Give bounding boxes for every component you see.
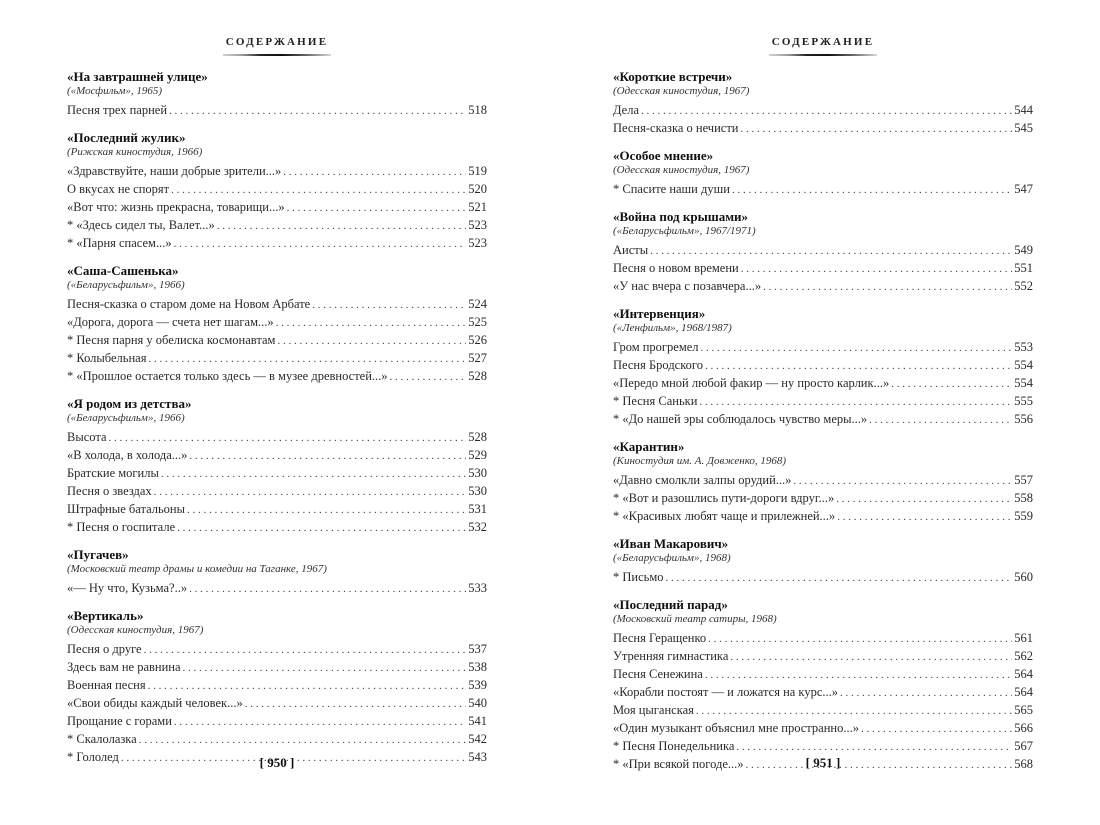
dot-leader bbox=[148, 351, 466, 368]
entry-title: * «До нашей эры соблюдалось чувство меры...» bbox=[613, 412, 868, 426]
entry-title: Песня Сенежина bbox=[613, 667, 703, 681]
section-subtitle: (Московский театр сатиры, 1968) bbox=[613, 613, 777, 625]
toc-section bbox=[67, 608, 487, 767]
section-subtitle: (Рижская киностудия, 1966) bbox=[67, 146, 203, 158]
entry-title: * Письмо bbox=[613, 570, 664, 584]
dot-leader bbox=[869, 412, 1012, 429]
section-subtitle: (Одесская киностудия, 1967) bbox=[613, 85, 750, 97]
entry-title: «Один музыкант объяснил мне пространно...» bbox=[613, 721, 859, 735]
running-head: СОДЕРЖАНИЕ bbox=[771, 36, 875, 48]
dot-leader bbox=[189, 581, 466, 598]
section-subtitle: (Одесская киностудия, 1967) bbox=[613, 164, 750, 176]
dot-leader bbox=[154, 484, 467, 501]
toc-entry[interactable] bbox=[613, 684, 1033, 702]
toc-section bbox=[613, 597, 1033, 774]
section-subtitle: (Киностудия им. А. Довженко, 1968) bbox=[613, 455, 787, 467]
left-page bbox=[67, 0, 487, 825]
dot-leader bbox=[708, 631, 1012, 648]
entry-page-number: 521 bbox=[468, 200, 487, 214]
dot-leader bbox=[837, 509, 1012, 526]
entry-title: * Песня Понедельника bbox=[613, 739, 735, 753]
entry-page-number: 539 bbox=[468, 678, 487, 692]
entry-title: «— Ну что, Кузьма?..» bbox=[67, 581, 188, 595]
toc-section bbox=[67, 396, 487, 537]
dot-leader bbox=[144, 642, 467, 659]
dot-leader bbox=[171, 182, 466, 199]
entry-page-number: 553 bbox=[1014, 340, 1033, 354]
entry-title: Песня Бродского bbox=[613, 358, 703, 372]
toc-entry[interactable] bbox=[613, 472, 1033, 490]
dot-leader bbox=[161, 466, 466, 483]
entry-page-number: 560 bbox=[1014, 570, 1033, 584]
section-title: «Вертикаль» bbox=[67, 608, 144, 623]
dot-leader bbox=[217, 218, 467, 235]
entry-page-number: 565 bbox=[1014, 703, 1033, 717]
section-title: «Иван Макарович» bbox=[613, 536, 729, 551]
dot-leader bbox=[312, 297, 466, 314]
entry-title: Песня-сказка о старом доме на Новом Арбате bbox=[67, 297, 311, 311]
entry-page-number: 549 bbox=[1014, 243, 1033, 257]
toc-entry[interactable] bbox=[613, 666, 1033, 684]
toc-section bbox=[67, 263, 487, 386]
entry-title: Утренняя гимнастика bbox=[613, 649, 729, 663]
entry-title: * «При всякой погоде...» bbox=[613, 757, 744, 771]
entry-title: Военная песня bbox=[67, 678, 146, 692]
section-subtitle: («Беларусьфильм», 1967/1971) bbox=[613, 225, 756, 237]
toc-entry[interactable] bbox=[613, 278, 1033, 296]
entry-page-number: 523 bbox=[468, 218, 487, 232]
entry-page-number: 526 bbox=[468, 333, 487, 347]
entry-title: * «Прошлое остается только здесь — в музее древностей...» bbox=[67, 369, 388, 383]
entry-page-number: 530 bbox=[468, 484, 487, 498]
section-subtitle: (Московский театр драмы и комедии на Таганке, 1967) bbox=[67, 563, 327, 575]
toc-entry[interactable] bbox=[613, 357, 1033, 375]
entry-title: * Песня о госпитале bbox=[67, 520, 176, 534]
entry-title: * «Здесь сидел ты, Валет...» bbox=[67, 218, 215, 232]
right-page bbox=[613, 0, 1033, 825]
toc-entry[interactable] bbox=[67, 580, 487, 598]
dot-leader bbox=[109, 430, 467, 447]
entry-page-number: 564 bbox=[1014, 685, 1033, 699]
toc-entry[interactable] bbox=[67, 501, 487, 519]
section-subtitle: («Беларусьфильм», 1968) bbox=[613, 552, 731, 564]
page-number: [ 951 ] bbox=[805, 755, 841, 770]
entry-title: Штрафные батальоны bbox=[67, 502, 186, 516]
entry-page-number: 568 bbox=[1014, 757, 1033, 771]
toc-entry[interactable] bbox=[67, 483, 487, 501]
toc-section bbox=[67, 547, 487, 598]
entry-page-number: 518 bbox=[468, 103, 487, 117]
section-subtitle: («Мосфильм», 1965) bbox=[67, 85, 163, 97]
dot-leader bbox=[861, 721, 1012, 738]
entry-page-number: 562 bbox=[1014, 649, 1033, 663]
toc-entry[interactable] bbox=[613, 102, 1033, 120]
dot-leader bbox=[741, 121, 1013, 138]
dot-leader bbox=[836, 491, 1012, 508]
entry-page-number: 554 bbox=[1014, 376, 1033, 390]
entry-page-number: 523 bbox=[468, 236, 487, 250]
entry-title: Песня-сказка о нечисти bbox=[613, 121, 739, 135]
dot-leader bbox=[169, 103, 466, 120]
section-title: «Карантин» bbox=[613, 439, 685, 454]
toc-entry[interactable] bbox=[613, 393, 1033, 411]
entry-title: Прощание с горами bbox=[67, 714, 172, 728]
toc-entry[interactable] bbox=[67, 429, 487, 447]
entry-title: * Песня парня у обелиска космонавтам bbox=[67, 333, 276, 347]
entry-title: * «Парня спасем...» bbox=[67, 236, 172, 250]
toc-entry[interactable] bbox=[613, 411, 1033, 429]
entry-title: «Корабли постоят — и ложатся на курс...» bbox=[613, 685, 839, 699]
toc-entry[interactable] bbox=[67, 641, 487, 659]
toc-entry[interactable] bbox=[67, 332, 487, 350]
entry-title: «Здравствуйте, наши добрые зрители...» bbox=[67, 164, 282, 178]
dot-leader bbox=[390, 369, 467, 386]
section-title: «Пугачев» bbox=[67, 547, 129, 562]
entry-title: Моя цыганская bbox=[613, 703, 694, 717]
toc-entry[interactable] bbox=[67, 163, 487, 181]
dot-leader bbox=[187, 502, 466, 519]
toc-entry[interactable] bbox=[67, 519, 487, 537]
entry-page-number: 519 bbox=[468, 164, 487, 178]
dot-leader bbox=[730, 649, 1012, 666]
entry-page-number: 561 bbox=[1014, 631, 1033, 645]
dot-leader bbox=[732, 182, 1012, 199]
toc-entry[interactable] bbox=[613, 120, 1033, 138]
entry-title: * Спасите наши души bbox=[613, 182, 730, 196]
toc-entry[interactable] bbox=[67, 368, 487, 386]
toc-entry[interactable] bbox=[613, 260, 1033, 278]
entry-page-number: 533 bbox=[468, 581, 487, 595]
entry-page-number: 558 bbox=[1014, 491, 1033, 505]
section-title: «На завтрашней улице» bbox=[67, 69, 208, 84]
section-subtitle: («Беларусьфильм», 1966) bbox=[67, 412, 185, 424]
entry-page-number: 527 bbox=[468, 351, 487, 365]
header-rule bbox=[223, 54, 331, 56]
entry-title: * Скалолазка bbox=[67, 732, 137, 746]
entry-page-number: 529 bbox=[468, 448, 487, 462]
toc-entry[interactable] bbox=[613, 490, 1033, 508]
entry-page-number: 566 bbox=[1014, 721, 1033, 735]
entry-page-number: 541 bbox=[468, 714, 487, 728]
toc-entry[interactable] bbox=[613, 569, 1033, 587]
dot-leader bbox=[277, 333, 466, 350]
dot-leader bbox=[287, 200, 467, 217]
section-title: «Последний жулик» bbox=[67, 130, 186, 145]
dot-leader bbox=[696, 703, 1012, 720]
toc-entry[interactable] bbox=[67, 181, 487, 199]
entry-title: «Дорога, дорога — счета нет шагам...» bbox=[67, 315, 274, 329]
dot-leader bbox=[183, 660, 467, 677]
entry-page-number: 556 bbox=[1014, 412, 1033, 426]
dot-leader bbox=[699, 394, 1012, 411]
section-subtitle: (Одесская киностудия, 1967) bbox=[67, 624, 204, 636]
entry-title: * Колыбельная bbox=[67, 351, 147, 365]
dot-leader bbox=[705, 358, 1012, 375]
toc-entry[interactable] bbox=[613, 630, 1033, 648]
section-title: «Последний парад» bbox=[613, 597, 728, 612]
header-rule bbox=[769, 54, 877, 56]
section-title: «Интервенция» bbox=[613, 306, 706, 321]
entry-title: «Давно смолкли залпы орудий...» bbox=[613, 473, 792, 487]
entry-page-number: 555 bbox=[1014, 394, 1033, 408]
toc-entry[interactable] bbox=[67, 235, 487, 253]
toc-entry[interactable] bbox=[67, 217, 487, 235]
entry-page-number: 540 bbox=[468, 696, 487, 710]
entry-title: * Песня Саньки bbox=[613, 394, 698, 408]
toc-entry[interactable] bbox=[613, 375, 1033, 393]
section-title: «Короткие встречи» bbox=[613, 69, 733, 84]
toc-entry[interactable] bbox=[613, 181, 1033, 199]
toc-list bbox=[613, 69, 1033, 784]
entry-title: Песня о новом времени bbox=[613, 261, 739, 275]
toc-section bbox=[613, 536, 1033, 587]
toc-entry[interactable] bbox=[613, 720, 1033, 738]
entry-page-number: 543 bbox=[468, 750, 487, 764]
toc-entry[interactable] bbox=[67, 102, 487, 120]
entry-title: * «Красивых любят чаще и прилежней...» bbox=[613, 509, 836, 523]
entry-page-number: 552 bbox=[1014, 279, 1033, 293]
dot-leader bbox=[641, 103, 1012, 120]
section-title: «Я родом из детства» bbox=[67, 396, 192, 411]
toc-entry[interactable] bbox=[67, 314, 487, 332]
toc-entry[interactable] bbox=[67, 296, 487, 314]
page-number: [ 950 ] bbox=[259, 755, 295, 770]
entry-title: «Вот что: жизнь прекрасна, товарищи...» bbox=[67, 200, 285, 214]
dot-leader bbox=[276, 315, 467, 332]
dot-leader bbox=[174, 236, 467, 253]
dot-leader bbox=[736, 739, 1012, 756]
entry-page-number: 537 bbox=[468, 642, 487, 656]
entry-title: Высота bbox=[67, 430, 107, 444]
running-head: СОДЕРЖАНИЕ bbox=[225, 36, 329, 48]
section-subtitle: («Ленфильм», 1968/1987) bbox=[613, 322, 732, 334]
dot-leader bbox=[139, 732, 467, 749]
entry-title: «Свои обиды каждый человек...» bbox=[67, 696, 243, 710]
entry-title: Песня о друге bbox=[67, 642, 142, 656]
entry-title: Здесь вам не равнина bbox=[67, 660, 181, 674]
toc-entry[interactable] bbox=[613, 508, 1033, 526]
toc-entry[interactable] bbox=[613, 702, 1033, 720]
section-title: «Особое мнение» bbox=[613, 148, 714, 163]
entry-title: Аисты bbox=[613, 243, 649, 257]
dot-leader bbox=[283, 164, 466, 181]
dot-leader bbox=[793, 473, 1012, 490]
entry-title: Братские могилы bbox=[67, 466, 159, 480]
dot-leader bbox=[174, 714, 466, 731]
toc-entry[interactable] bbox=[67, 447, 487, 465]
entry-page-number: 567 bbox=[1014, 739, 1033, 753]
entry-title: Дела bbox=[613, 103, 640, 117]
entry-page-number: 564 bbox=[1014, 667, 1033, 681]
toc-entry[interactable] bbox=[613, 738, 1033, 756]
dot-leader bbox=[650, 243, 1012, 260]
dot-leader bbox=[891, 376, 1012, 393]
entry-title: Песня о звездах bbox=[67, 484, 152, 498]
toc-list bbox=[67, 69, 487, 777]
entry-page-number: 524 bbox=[468, 297, 487, 311]
entry-page-number: 528 bbox=[468, 369, 487, 383]
entry-title: О вкусах не спорят bbox=[67, 182, 170, 196]
toc-entry[interactable] bbox=[67, 350, 487, 368]
entry-page-number: 520 bbox=[468, 182, 487, 196]
entry-page-number: 544 bbox=[1014, 103, 1033, 117]
dot-leader bbox=[245, 696, 467, 713]
toc-section bbox=[613, 306, 1033, 429]
entry-page-number: 542 bbox=[468, 732, 487, 746]
entry-page-number: 530 bbox=[468, 466, 487, 480]
entry-page-number: 557 bbox=[1014, 473, 1033, 487]
section-title: «Саша-Сашенька» bbox=[67, 263, 179, 278]
toc-entry[interactable] bbox=[67, 199, 487, 217]
entry-page-number: 531 bbox=[468, 502, 487, 516]
toc-section bbox=[613, 148, 1033, 199]
dot-leader bbox=[705, 667, 1012, 684]
entry-page-number: 528 bbox=[468, 430, 487, 444]
entry-title: * Гололед bbox=[67, 750, 119, 764]
dot-leader bbox=[840, 685, 1012, 702]
dot-leader bbox=[148, 678, 467, 695]
entry-page-number: 547 bbox=[1014, 182, 1033, 196]
entry-title: Гром прогремел bbox=[613, 340, 699, 354]
entry-page-number: 551 bbox=[1014, 261, 1033, 275]
toc-entry[interactable] bbox=[613, 339, 1033, 357]
entry-title: Песня трех парней bbox=[67, 103, 168, 117]
toc-section bbox=[67, 69, 487, 120]
entry-title: Песня Геращенко bbox=[613, 631, 707, 645]
section-title: «Война под крышами» bbox=[613, 209, 749, 224]
toc-entry[interactable] bbox=[67, 677, 487, 695]
entry-page-number: 538 bbox=[468, 660, 487, 674]
entry-title: «В холода, в холода...» bbox=[67, 448, 188, 462]
toc-section bbox=[67, 130, 487, 253]
entry-page-number: 532 bbox=[468, 520, 487, 534]
toc-entry[interactable] bbox=[613, 242, 1033, 260]
toc-section bbox=[613, 439, 1033, 526]
dot-leader bbox=[701, 340, 1013, 357]
entry-title: * «Вот и разошлись пути-дороги вдруг...» bbox=[613, 491, 835, 505]
section-subtitle: («Беларусьфильм», 1966) bbox=[67, 279, 185, 291]
entry-page-number: 554 bbox=[1014, 358, 1033, 372]
entry-page-number: 545 bbox=[1014, 121, 1033, 135]
entry-title: «Передо мной любой факир — ну просто карлик...» bbox=[613, 376, 890, 390]
toc-entry[interactable] bbox=[613, 648, 1033, 666]
dot-leader bbox=[763, 279, 1012, 296]
dot-leader bbox=[666, 570, 1013, 587]
toc-entry[interactable] bbox=[67, 659, 487, 677]
toc-entry[interactable] bbox=[67, 713, 487, 731]
toc-entry[interactable] bbox=[67, 695, 487, 713]
entry-title: «У нас вчера с позавчера...» bbox=[613, 279, 762, 293]
dot-leader bbox=[741, 261, 1013, 278]
dot-leader bbox=[189, 448, 466, 465]
entry-page-number: 559 bbox=[1014, 509, 1033, 523]
entry-page-number: 525 bbox=[468, 315, 487, 329]
toc-section bbox=[613, 209, 1033, 296]
toc-entry[interactable] bbox=[67, 731, 487, 749]
toc-section bbox=[613, 69, 1033, 138]
toc-entry[interactable] bbox=[67, 465, 487, 483]
dot-leader bbox=[177, 520, 466, 537]
